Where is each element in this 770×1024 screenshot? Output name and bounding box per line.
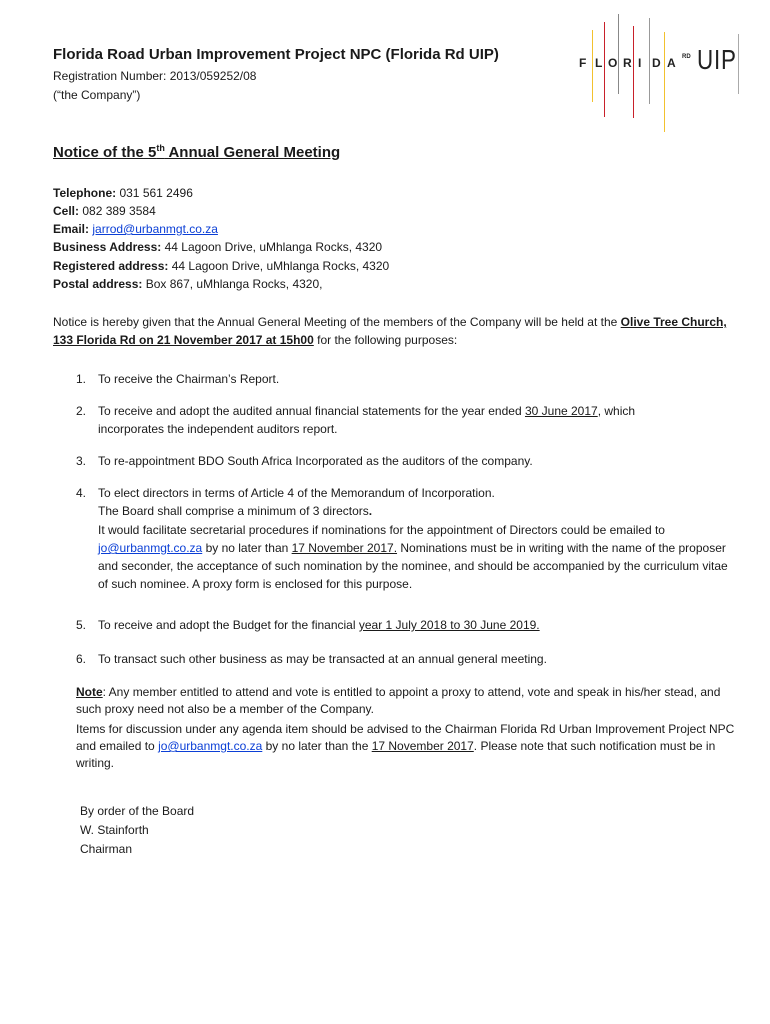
notice-title [53, 144, 340, 161]
item-6-number: 6. [76, 652, 87, 666]
item-1-number: 1. [76, 372, 87, 386]
logo-uip: UIP [697, 44, 737, 75]
item-5-text [98, 616, 738, 634]
item-4-text-mid: by no later than [202, 541, 292, 555]
notice-title-pre: Notice of the 5 [53, 144, 157, 161]
note-text-4: . Please note that such notification must be in writing. [76, 739, 716, 770]
logo-rule-red-2 [633, 26, 634, 118]
logo-rule-grey [618, 14, 619, 94]
logo-rule-grey-2 [649, 18, 650, 104]
cell-value: 082 389 3584 [79, 204, 156, 218]
item-4-number: 4. [76, 486, 87, 500]
telephone-label: Telephone: [53, 186, 117, 200]
logo-rule-yellow-2 [664, 32, 665, 132]
item-6-text: To transact such other business as may be transacted at an annual general meeting. [98, 652, 547, 666]
registered-address-line [53, 258, 389, 274]
logo-letter-r: R [623, 56, 632, 70]
postal-address-value: Box 867, uMhlanga Rocks, 4320, [142, 277, 323, 291]
note-date: 17 November 2017 [371, 739, 474, 753]
item-4-line-1: To elect directors in terms of Article 4 of the Memorandum of Incorporation. [98, 486, 495, 500]
note-text-3: by no later than the [262, 739, 372, 753]
logo-rule-yellow [592, 30, 593, 102]
item-5-period: year 1 July 2018 to 30 June 2019. [358, 618, 540, 632]
item-5-number: 5. [76, 618, 87, 632]
signoff-line-1: By order of the Board [80, 804, 195, 818]
item-3-text: To re-appointment BDO South Africa Incorporated as the auditors of the company. [98, 454, 533, 468]
email-line [53, 221, 218, 237]
logo-letter-i: I [638, 56, 642, 70]
registration-number: Registration Number: 2013/059252/08 [53, 69, 257, 83]
registered-address-value: 44 Lagoon Drive, uMhlanga Rocks, 4320 [168, 259, 390, 273]
item-2-text-post: , which incorporates the independent auditors report. [98, 404, 636, 436]
note-paragraph [76, 684, 738, 718]
postal-address-line [53, 276, 323, 292]
email-label: Email: [53, 222, 90, 236]
item-4-email-link[interactable]: jo@urbanmgt.co.za [98, 541, 203, 555]
note-text-1: : Any member entitled to attend and vote is entitled to appoint a proxy to attend, vote and speak in his/her stead, and such proxy need not also be a member of the Company. [76, 685, 721, 716]
intro-text-1: Notice is hereby given that the Annual General Meeting of the members of the Company will be held at the [53, 315, 621, 329]
note-email-link[interactable]: jo@urbanmgt.co.za [158, 739, 263, 753]
florida-rd-uip-logo [570, 12, 750, 137]
logo-letter-o: O [608, 56, 618, 70]
note-text-2: Items for discussion under any agenda item should be advised to the Chairman Florida Rd Urban Improvement Project NPC and emailed to [76, 722, 735, 753]
cell-line [53, 203, 156, 219]
intro-paragraph [53, 314, 745, 349]
item-4-line-2-text: The Board shall comprise a minimum of 3 directors [98, 504, 369, 518]
notice-title-sup: th [156, 143, 165, 153]
item-2-text [98, 402, 698, 438]
item-2-date: 30 June 2017 [524, 404, 598, 418]
item-1-text: To receive the Chairman’s Report. [98, 372, 280, 386]
note-items-paragraph [76, 721, 738, 772]
telephone-line [53, 185, 193, 201]
company-title: Florida Road Urban Improvement Project NPC (Florida Rd UIP) [53, 46, 499, 63]
signoff-name: W. Stainforth [80, 823, 149, 837]
cell-label: Cell: [53, 204, 80, 218]
item-2-text-pre: To receive and adopt the audited annual financial statements for the year ended [98, 404, 525, 418]
item-4-line-3 [98, 521, 740, 593]
notice-title-post: Annual General Meeting [164, 144, 341, 161]
item-2-number: 2. [76, 404, 87, 418]
item-4-text [98, 484, 740, 593]
note-label: Note [76, 685, 103, 699]
contact-email-link[interactable]: jarrod@urbanmgt.co.za [92, 222, 218, 236]
intro-text-2: for the following purposes: [313, 332, 458, 347]
telephone-value: 031 561 2496 [116, 186, 193, 200]
business-address-label: Business Address: [53, 240, 162, 254]
signoff-title: Chairman [80, 842, 133, 856]
postal-address-label: Postal address: [53, 277, 143, 291]
item-4-line-2 [98, 502, 740, 520]
company-alias: (“the Company”) [53, 88, 141, 102]
logo-rule-right [738, 34, 739, 94]
logo-letter-a: A [667, 56, 676, 70]
item-4-line-2-end: . [368, 504, 373, 518]
logo-rd: RD [682, 54, 691, 60]
item-4-text-pre: It would facilitate secretarial procedures if nominations for the appointment of Directors could be emailed to [98, 523, 665, 537]
logo-rule-red [604, 22, 605, 117]
item-5-text-pre: To receive and adopt the Budget for the financial [98, 618, 359, 632]
registered-address-label: Registered address: [53, 259, 169, 273]
business-address-line [53, 239, 382, 255]
logo-letter-l: L [595, 56, 603, 70]
meeting-venue: Olive Tree Church, 133 Florida Rd on 21 November 2017 at 15h00 [53, 315, 727, 347]
item-4-text-post: Nominations must be in writing with the name of the proposer and seconder, the acceptance of such nomination by the nominee, and should be accompanied by the curriculum vitae of such nominee. A proxy form is enclosed for this purpose. [98, 541, 728, 591]
business-address-value: 44 Lagoon Drive, uMhlanga Rocks, 4320 [161, 240, 383, 254]
logo-letter-d: D [652, 56, 661, 70]
item-3-number: 3. [76, 454, 87, 468]
logo-letter-f: F [579, 56, 587, 70]
item-4-date: 17 November 2017. [291, 541, 398, 555]
